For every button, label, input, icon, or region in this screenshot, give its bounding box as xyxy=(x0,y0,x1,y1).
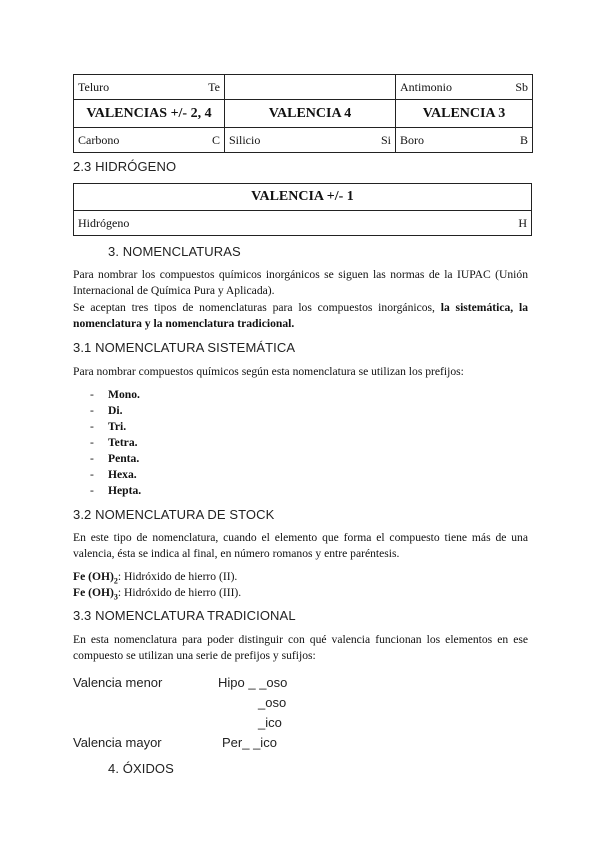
prefix: Di. xyxy=(108,404,123,417)
formula: Fe $(OH)_3$ xyxy=(73,586,118,602)
valence-header: VALENCIA 4 xyxy=(225,100,396,128)
table-cell xyxy=(225,128,396,153)
element-name: Antimonio xyxy=(400,79,453,94)
element-symbol: C xyxy=(211,132,220,147)
paragraph-bold: la sistemática, la nomenclatura y la nomenclatura tradicional. xyxy=(73,301,528,330)
list-item: - Di. xyxy=(90,404,123,417)
valence-header: VALENCIA +/- 1 xyxy=(74,184,532,211)
ico-suffix: _ico xyxy=(258,715,282,730)
table-cell xyxy=(74,211,532,236)
element-name: Carbono xyxy=(78,132,120,147)
section-title-stock: 3.2 NOMENCLATURA DE STOCK xyxy=(73,507,275,522)
element-name: Hidrógeno xyxy=(78,215,130,230)
valencia-menor-label: Valencia menor xyxy=(73,675,163,690)
section-title-hidrogeno: 2.3 HIDRÓGENO xyxy=(73,159,177,174)
hipo-oso: Hipo _ _oso xyxy=(218,675,288,690)
paragraph: Para nombrar compuestos químicos según esta nomenclatura se utilizan los prefijos: xyxy=(73,365,464,378)
valence-table-hidrogeno xyxy=(73,183,532,236)
table-cell xyxy=(396,75,533,100)
list-item: - Tri. xyxy=(90,420,127,433)
element-symbol: Te xyxy=(208,79,220,94)
list-item: - Penta. xyxy=(90,452,140,465)
table-cell xyxy=(74,128,225,153)
table-row xyxy=(74,128,533,153)
list-item: - Tetra. xyxy=(90,436,138,449)
example-text: : Hidróxido de hierro (II). xyxy=(117,570,238,583)
valence-header: VALENCIA 3 xyxy=(396,100,533,128)
table-row xyxy=(74,75,533,100)
example-line xyxy=(73,585,528,605)
valence-table-top xyxy=(73,74,533,153)
paragraph: En este tipo de nomenclatura, cuando el elemento que forma el compuesto tiene más de una valencia, ésta se indica al final, en número romanos y entre paréntesis. xyxy=(73,531,528,560)
element-name: Silicio xyxy=(229,132,261,147)
list-item: - Hepta. xyxy=(90,484,142,497)
valencia-mayor-label: Valencia mayor xyxy=(73,735,162,750)
valence-header: VALENCIAS +/- 2, 4 xyxy=(74,100,225,128)
element-symbol: Sb xyxy=(515,79,528,94)
prefix: Penta. xyxy=(108,452,140,465)
prefix: Mono. xyxy=(108,388,140,401)
element-name: Teluro xyxy=(78,79,110,94)
example-text: : Hidróxido de hierro (III). xyxy=(117,586,242,599)
table-cell xyxy=(396,128,533,153)
per-ico: Per_ _ico xyxy=(222,735,277,750)
paragraph: Para nombrar los compuestos químicos inorgánicos se siguen las normas de la IUPAC (Unión Internacional de Química Pura y Aplicada). xyxy=(73,268,528,297)
table-header-row xyxy=(74,184,532,211)
oso-suffix: _oso xyxy=(258,695,287,710)
paragraph-text: Se aceptan tres tipos de nomenclaturas para los compuestos inorgánicos, xyxy=(73,301,441,314)
element-symbol: H xyxy=(518,215,527,230)
prefix: Hexa. xyxy=(108,468,137,481)
prefix: Tri. xyxy=(108,420,127,433)
section-title-nomenclaturas: 3. NOMENCLATURAS xyxy=(108,244,241,259)
element-symbol: Si xyxy=(380,132,391,147)
table-cell xyxy=(225,75,396,100)
paragraph xyxy=(73,300,528,332)
formula: Fe $(OH)_2$ xyxy=(73,570,118,586)
list-item: - Mono. xyxy=(90,388,140,401)
section-title-sistematica: 3.1 NOMENCLATURA SISTEMÁTICA xyxy=(73,340,296,355)
table-header-row xyxy=(74,100,533,128)
prefix: Hepta. xyxy=(108,484,142,497)
table-row xyxy=(74,211,532,236)
prefix-list xyxy=(90,387,141,499)
element-name: Boro xyxy=(400,132,424,147)
paragraph: En esta nomenclatura para poder distinguir con qué valencia funcionan los elementos en ese compuesto se utilizan una serie de prefijos y sufijos: xyxy=(73,633,528,662)
list-item: - Hexa. xyxy=(90,468,137,481)
table-cell xyxy=(74,75,225,100)
section-title-tradicional: 3.3 NOMENCLATURA TRADICIONAL xyxy=(73,608,296,623)
prefix: Tetra. xyxy=(108,436,138,449)
section-title-oxidos: 4. ÓXIDOS xyxy=(108,761,174,776)
element-symbol: B xyxy=(519,132,528,147)
